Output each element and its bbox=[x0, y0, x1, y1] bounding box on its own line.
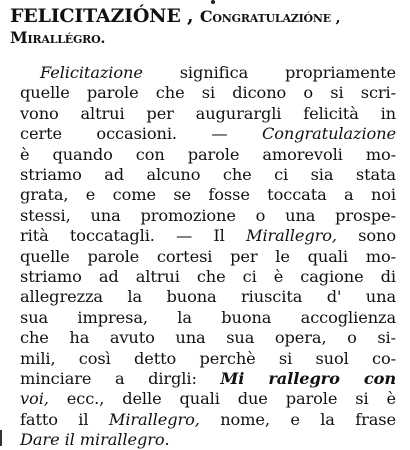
text-line bbox=[40, 63, 396, 83]
text-line bbox=[20, 124, 396, 144]
print-dot bbox=[211, 0, 215, 4]
text-run: sua impresa, la buona accoglienza bbox=[20, 307, 396, 327]
margin-mark bbox=[0, 430, 2, 446]
text-run: minciare a dirgli: bbox=[20, 369, 221, 388]
headword-main: FELICITAZIÓNE bbox=[10, 5, 181, 27]
text-line bbox=[20, 349, 396, 369]
headword-line-1 bbox=[10, 5, 340, 27]
headword-line-2 bbox=[10, 28, 105, 47]
text-line bbox=[20, 389, 396, 409]
text-run: nome, e la frase bbox=[199, 409, 396, 429]
headword-end: . bbox=[100, 31, 106, 47]
text-run: striamo ad alcuno che ci sia stata bbox=[20, 165, 396, 184]
emphasized-text: Mirallegro, bbox=[245, 226, 337, 246]
text-run: è quando con parole amorevoli mo- bbox=[20, 144, 396, 164]
emphasized-text: Congratulazione bbox=[261, 124, 396, 144]
emphasized-text: Felicitazione bbox=[40, 63, 143, 82]
text-line bbox=[20, 328, 396, 348]
text-run: grata, e come se fosse toccata a noi bbox=[20, 185, 396, 205]
text-run: che ha avuto una sua opera, o si- bbox=[20, 328, 396, 348]
text-run: stessi, una promozione o una prospe- bbox=[20, 205, 396, 225]
text-run: mili, così detto perchè si suol co- bbox=[20, 348, 396, 368]
text-run: fatto il bbox=[20, 409, 109, 429]
text-line bbox=[20, 267, 396, 287]
text-run: vono altrui per augurargli felicità in bbox=[20, 103, 396, 123]
headword-synonym-1: Congratulazióne bbox=[199, 7, 331, 26]
headword-separator: , bbox=[180, 5, 200, 27]
text-run: sono bbox=[336, 226, 397, 246]
text-line bbox=[20, 287, 396, 307]
text-line bbox=[20, 165, 396, 185]
text-line bbox=[20, 185, 396, 205]
text-line bbox=[20, 247, 396, 267]
text-line bbox=[20, 145, 396, 165]
text-run: allegrezza la buona riuscita d' una bbox=[20, 287, 396, 307]
text-line bbox=[20, 104, 396, 124]
text-line bbox=[20, 430, 396, 450]
text-line bbox=[20, 83, 396, 103]
text-line bbox=[20, 308, 396, 328]
text-run: . bbox=[164, 430, 170, 450]
text-run: quelle parole cortesi per le quali mo- bbox=[20, 246, 396, 266]
text-line bbox=[20, 206, 396, 226]
text-run: ecc., delle quali due parole si è bbox=[48, 389, 396, 409]
emphasized-text: Dare il mirallegro bbox=[20, 430, 165, 450]
text-line bbox=[20, 369, 396, 389]
text-run: certe occasioni. — bbox=[20, 124, 262, 144]
headword-synonym-2: Mirallégro bbox=[10, 28, 101, 47]
text-run: quelle parole che si dicono o si scri- bbox=[20, 83, 396, 103]
text-run: striamo ad altrui che ci è cagione di bbox=[20, 267, 396, 286]
emphasized-text: voi, bbox=[20, 389, 49, 409]
emphasized-text: Mirallegro, bbox=[108, 409, 200, 429]
text-line bbox=[20, 226, 396, 246]
text-line bbox=[20, 410, 396, 430]
text-run: significa propriamente bbox=[142, 63, 396, 82]
headword-separator-end: , bbox=[330, 10, 341, 26]
emphasized-text: Mi rallegro con bbox=[220, 369, 396, 388]
text-run: rità toccatagli. — Il bbox=[20, 226, 246, 246]
